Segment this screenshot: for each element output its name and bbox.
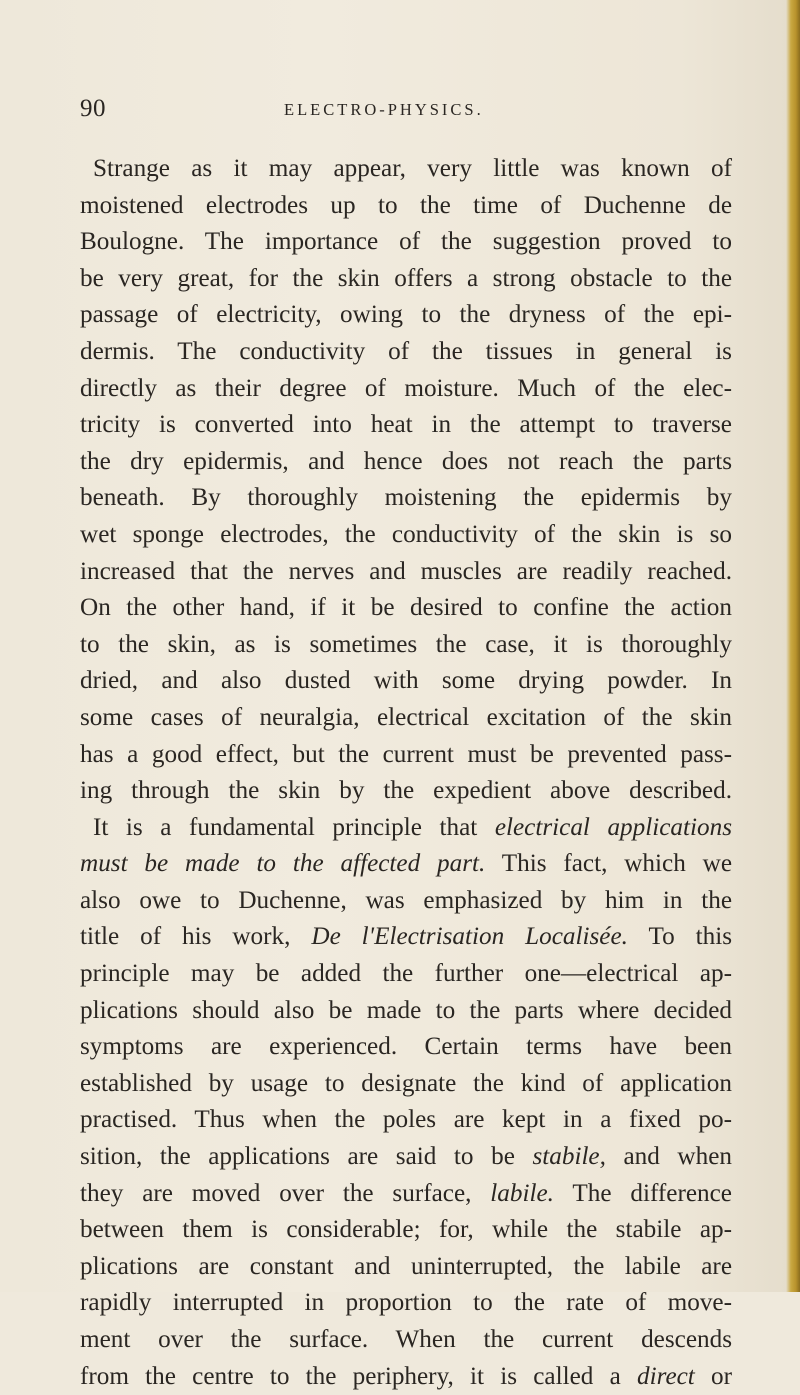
text-line [80,1029,732,1066]
text-line [80,188,732,225]
italic-text: stabile, [532,1143,606,1171]
running-head: ELECTRO-PHYSICS. [284,100,484,119]
text-line [80,1359,732,1395]
text-run: the dry epidermis, and hence does not reach the parts [80,447,732,475]
text-line [80,1249,732,1286]
text-line [80,956,732,993]
text-line [80,846,732,883]
text-run: Boulogne. The importance of the suggestion proved to [80,228,732,256]
text-run: established by usage to designate the kind of application [80,1069,732,1097]
text-line [80,1066,732,1103]
text-line [80,444,732,481]
text-run: principle may be added the further one—electrical ap- [80,960,732,988]
text-run: The difference [553,1179,732,1207]
text-run: and when [605,1143,732,1171]
text-run: be very great, for the skin offers a strong obstacle to the [80,264,732,292]
text-run: passage of electricity, owing to the dryness of the epi- [80,301,732,329]
text-run: Strange as it may appear, very little was known of [93,155,732,182]
text-run: To this [627,923,733,951]
text-run: moistened electrodes up to the time of Duchenne de [80,191,732,219]
text-run: This fact, which we [485,850,733,878]
italic-text: De l'Electrisation Localisée. [311,923,628,951]
text-run: beneath. By thoroughly moistening the epidermis by [80,484,732,512]
text-run: It is a fundamental principle that [93,813,495,841]
text-line [80,810,732,847]
italic-text: direct [636,1362,695,1390]
text-run: sition, the applications are said to be [80,1143,533,1171]
text-run: plications should also be made to the parts where decided [80,996,732,1024]
text-line [80,919,732,956]
text-line [80,1212,732,1249]
text-line [80,407,732,444]
text-line [80,1176,732,1213]
text-run: symptoms are experienced. Certain terms have been [80,1033,732,1061]
text-line [80,261,732,298]
text-line [80,480,732,517]
text-line [80,554,732,591]
page-edge-gilt [786,0,800,1292]
text-line [80,151,732,188]
text-run: has a good effect, but the current must be prevented pass- [80,740,732,768]
text-line [80,297,732,334]
text-line [80,700,732,737]
text-run: title of his work, [80,923,312,951]
text-line [80,993,732,1030]
text-run: plications are constant and uninterrupted, the labile are [80,1252,732,1280]
text-run: or [694,1362,733,1390]
text-run: tricity is converted into heat in the attempt to traverse [80,411,732,439]
text-run: also owe to Duchenne, was emphasized by him in the [80,886,732,914]
text-run: increased that the nerves and muscles are readily reached. [80,557,732,585]
text-line [80,1139,732,1176]
italic-text: labile. [490,1179,554,1207]
text-line [80,517,732,554]
text-line [80,1285,732,1322]
body-paragraph [80,151,732,1395]
text-line [80,590,732,627]
text-run: between them is considerable; for, while the stabile ap- [80,1216,732,1244]
text-line [80,1102,732,1139]
text-run: ing through the skin by the expedient above described. [80,777,732,805]
text-line [80,773,732,810]
text-run: dermis. The conductivity of the tissues in general is [80,337,732,365]
text-run: directly as their degree of moisture. Much of the elec- [80,374,732,402]
text-line [80,1322,732,1359]
text-line [80,663,732,700]
text-run: they are moved over the surface, [80,1179,491,1207]
text-run: dried, and also dusted with some drying powder. In [80,667,732,695]
text-run: from the centre to the periphery, it is called a [80,1362,637,1390]
text-run: to the skin, as is sometimes the case, it is thoroughly [80,630,732,658]
text-line [80,371,732,408]
italic-text: electrical applications [494,813,732,841]
text-run: practised. Thus when the poles are kept in a fixed po- [80,1106,732,1134]
text-run: On the other hand, if it be desired to confine the action [80,594,732,622]
text-run: some cases of neuralgia, electrical excitation of the skin [80,703,732,731]
page-number: 90 [80,95,106,122]
text-run: rapidly interrupted in proportion to the rate of move- [80,1289,732,1317]
text-run: ment over the surface. When the current descends [80,1326,732,1353]
text-run: wet sponge electrodes, the conductivity of the skin is so [80,520,732,548]
text-line [80,334,732,371]
page-header [80,94,720,124]
text-line [80,737,732,774]
text-line [80,883,732,920]
text-line [80,224,732,261]
italic-text: must be made to the affected part. [80,850,486,878]
text-line [80,627,732,664]
